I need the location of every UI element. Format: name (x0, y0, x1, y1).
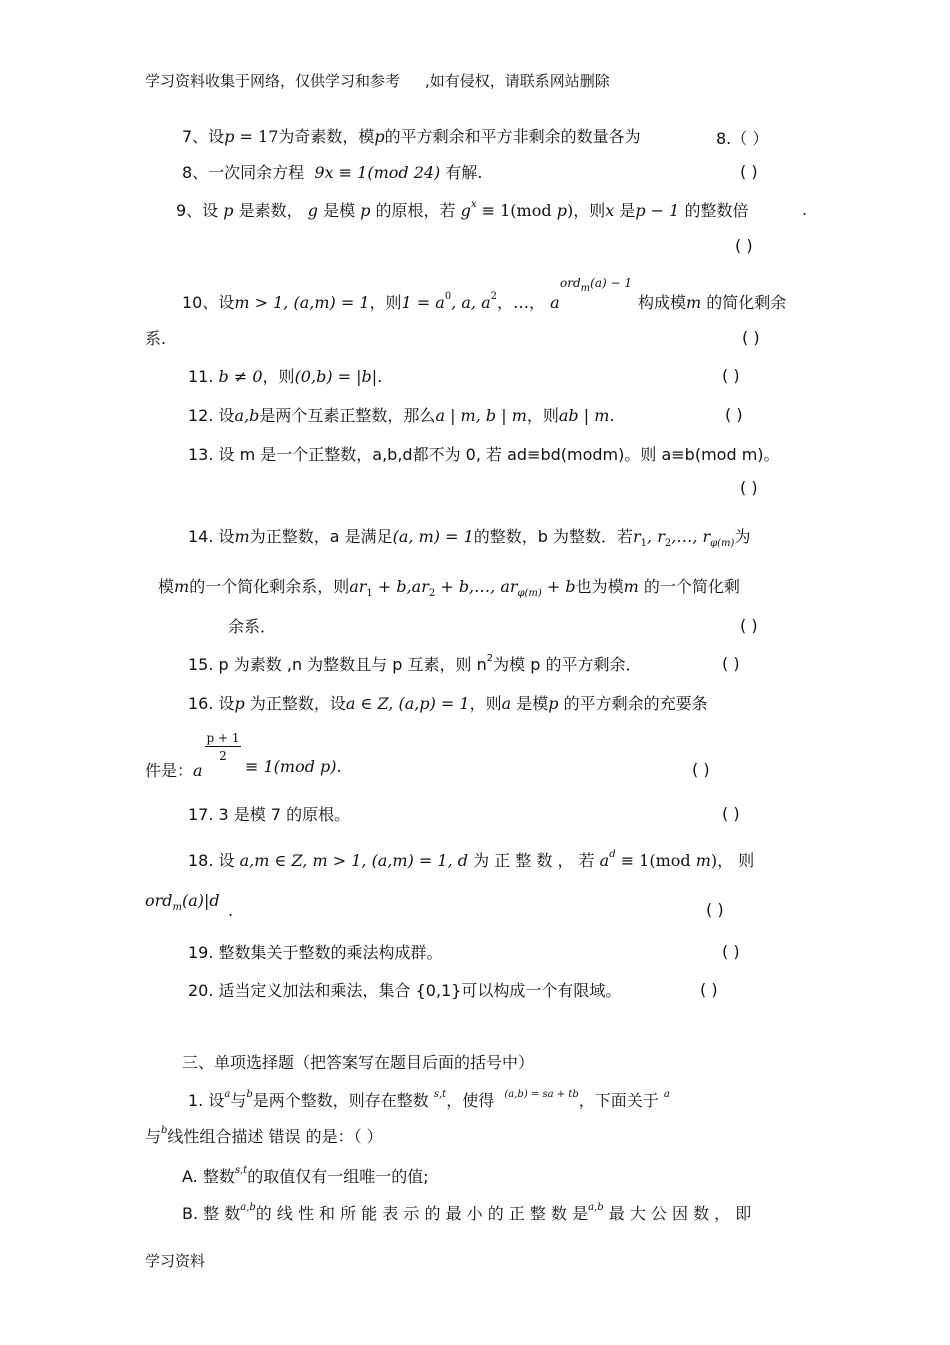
blank-text: ( ) (740, 478, 758, 497)
blank-text: ( ) (740, 162, 758, 181)
q9-text: 9、设 (176, 201, 219, 220)
question-10-cont (145, 328, 166, 350)
blank-text: ( ) (740, 616, 758, 635)
q9-text: 的整数倍 (684, 201, 749, 220)
blank-text: ( ) (742, 328, 760, 347)
q9-text: 是模 (323, 201, 356, 220)
option-b-text: 的 线 性 和 所 能 表 示 的 最 小 的 正 整 数 是 (255, 1204, 589, 1223)
q10-text: 10、设 (182, 293, 235, 312)
q16-text: 是模 (516, 694, 549, 713)
question-18: 18. 设 a,m ∈ Z, m > 1, (a,m) = 1, d 为 正 整 数 ， 若 $a^d \equiv 1(mod$ m)， 则 (188, 849, 755, 870)
mc1-text: ，下面关于 (578, 1091, 659, 1110)
option-b-text: 最 大 公 因 数 ， 即 (608, 1204, 752, 1223)
header-right: ,如有侵权，请联系网站删除 (425, 72, 610, 90)
q9-math: p − 1 (635, 201, 680, 220)
q14-answer-blank[interactable] (740, 616, 758, 635)
q7-math: p (374, 127, 385, 146)
q10-text: 的简化剩余 (706, 293, 787, 312)
q9-text: 是素数， (238, 201, 303, 220)
question-7 (182, 126, 641, 148)
mc1-math: s,t (433, 1089, 447, 1100)
page-footer (145, 1250, 205, 1272)
q19-text: 19. 整数集关于整数的乘法构成群。 (188, 943, 443, 962)
q8-math: 9x ≡ 1(mod 24) (314, 163, 441, 182)
q14-text: 14. 设 (188, 527, 235, 546)
q13-text: 13. 设 m 是一个正整数，a,b,d都不为 0, 若 ad≡bd(modm)。则 a≡b(mod m)。 (188, 445, 780, 464)
question-18-dot (228, 900, 233, 922)
q18-math: ord (145, 891, 173, 910)
mc1-text: 是两个整数，则存在整数 (252, 1091, 429, 1110)
question-20 (188, 980, 621, 1002)
q10-math: 1 = a (401, 293, 445, 312)
option-b-text: B. 整 数 (182, 1204, 241, 1223)
q9-period-text: . (802, 200, 808, 219)
q15-text: 15. p 为素数 ,n 为整数且与 p 互素，则 n (188, 655, 487, 674)
q7-math: p (224, 127, 235, 146)
q16-text: 为正整数，设 (249, 694, 346, 713)
q10-sup: ord (560, 276, 581, 290)
q16-text: ，则 (469, 694, 502, 713)
q14-text: 的整数，b 为整数．若 (473, 527, 633, 546)
q10-text: ，…， (497, 293, 546, 312)
q9-math: ≡ 1(mod (481, 201, 552, 220)
q15-text: 为模 p 的平方剩余． (493, 655, 642, 674)
mc-question-1-line2: 与$^b$线性组合描述 错误 的是：（ ） (145, 1125, 383, 1146)
question-10: 10、设m > 1, (a,m) = 1，则$1 = a^0$, a, $a^2$，…， a (182, 291, 560, 312)
q10-answer-blank[interactable] (742, 328, 760, 347)
q7-math: = 17 (234, 127, 279, 146)
q11-text: . (377, 367, 383, 386)
q8-text: 有解. (445, 163, 483, 182)
q11-math: (0,b) = |b| (294, 367, 378, 386)
q10-math: m > 1, (a,m) = 1 (234, 293, 370, 312)
footer-label: 学习资料 (145, 1252, 206, 1270)
q13-answer-blank[interactable] (740, 478, 758, 497)
blank-text: ( ) (692, 760, 710, 779)
q15-answer-blank[interactable] (722, 654, 740, 673)
q14-text: 余系． (228, 617, 277, 636)
q11-math: b ≠ 0 (218, 367, 263, 386)
q7-answer-blank[interactable] (716, 126, 768, 149)
q10-text: 构成模 (638, 293, 687, 312)
q12-math: ab | m (558, 406, 610, 425)
q14-math: (a, m) = 1 (392, 527, 474, 546)
q14-text: 也为模 (575, 577, 624, 596)
q18-answer-blank[interactable] (706, 900, 724, 919)
q12-text: 是两个互素正整数，那么 (259, 406, 436, 425)
q16-num: p + 1 (206, 731, 240, 745)
mc-option-b[interactable]: B. 整 数$^{a,b}$的 线 性 和 所 能 表 示 的 最 小 的 正 整 数 是$^{a,b}$ 最 大 公 因 数 ， 即 (182, 1202, 752, 1223)
page-header-right (425, 70, 610, 92)
question-14: 14. 设m为正整数，a 是满足(a, m) = 1的整数，b 为整数．若$r_1$, $r_2,\dots$, $r_{\varphi(m)}$为 (188, 527, 751, 549)
blank-text: ( ) (700, 980, 718, 999)
question-19 (188, 942, 443, 964)
q10-text: ，则 (369, 293, 402, 312)
header-left: 学习资料收集于网络，仅供学习和参考 (145, 72, 401, 90)
section-3-title-text: 三、单项选择题（把答案写在题目后面的括号中） (182, 1053, 535, 1072)
q16-answer-blank[interactable] (692, 760, 710, 779)
q12-text: ，则 (526, 406, 559, 425)
mc-option-a[interactable]: A. 整数$^{s,t}$的取值仅有一组唯一的值; (182, 1165, 429, 1186)
q11-text: ，则 (262, 367, 295, 386)
q9-text: 的原根，若 (375, 201, 456, 220)
question-13 (188, 444, 780, 466)
q18-text: ， 则 (717, 851, 755, 870)
question-14-line2: 模m的一个简化剩余系，则$ar_1 + b,ar_2$ + b,…, $ar_{\varphi(m)} + b$也为模m 的一个简化剩 (158, 577, 740, 599)
mc1-text: 1. 设 (188, 1091, 225, 1110)
q10-text: 系. (145, 329, 167, 348)
blank-text: ( ) (706, 900, 724, 919)
q7-blank-text: 8.（ ） (716, 129, 769, 148)
q10-sup2: (a) − 1 (590, 276, 632, 290)
q17-text: 17. 3 是模 7 的原根。 (188, 805, 351, 824)
section-3-title (182, 1052, 534, 1074)
q18-text: 为 正 整 数 ， 若 (473, 851, 595, 870)
q9-text: ，则 (573, 201, 606, 220)
q18-math: a,m ∈ Z, m > 1, (a,m) = 1, d (239, 851, 469, 870)
blank-text: ( ) (725, 405, 743, 424)
q16-text: . (336, 757, 342, 776)
q14-text: 的一个简化剩余系，则 (189, 577, 350, 596)
q11-answer-blank[interactable] (722, 366, 740, 385)
question-10-end: 构成模m 的简化剩余 (638, 293, 787, 312)
q16-math: a ∈ Z, (a,p) = 1 (345, 694, 470, 713)
q18-text: . (228, 901, 234, 920)
mc-question-1: 1. 设$^a$与$^b$是两个整数，则存在整数 $^{s,t}$，使得 $^{(a,b) = sa + tb}$，下面关于 $^a$ (188, 1089, 670, 1110)
q16-math: ≡ 1(mod p) (245, 757, 337, 776)
q20-answer-blank[interactable] (700, 980, 718, 999)
blank-text: ( ) (722, 654, 740, 673)
q14-text: 模 (158, 577, 175, 596)
mc1-text: 线性组合描述 错误 的是：（ ） (167, 1127, 383, 1146)
q7-text: 的平方剩余和平方非剩余的数量各为 (384, 127, 641, 146)
question-8 (182, 162, 482, 184)
q11-text: 11. (188, 367, 214, 386)
q14-text: 为 (734, 527, 751, 546)
question-16-line2: 件是：a (145, 761, 203, 780)
q18-math: (a)|d (182, 891, 220, 910)
question-18-line2: ord$_m$(a)|d (145, 891, 220, 913)
blank-text: ( ) (722, 366, 740, 385)
mc1-math: (a,b) = sa + tb (504, 1089, 579, 1100)
q8-answer-blank[interactable] (740, 162, 758, 181)
q18-math: ≡ 1(mod (620, 851, 691, 870)
option-a-text: A. 整数 (182, 1167, 235, 1186)
mc1-text: ，使得 (446, 1091, 495, 1110)
q18-text: 18. 设 (188, 851, 235, 870)
q16-fraction-denominator (205, 748, 241, 764)
question-11 (188, 366, 382, 388)
q12-math: a | m, b | m (435, 406, 527, 425)
q12-math: a,b (234, 406, 260, 425)
question-16: 16. 设p 为正整数，设a ∈ Z, (a,p) = 1，则a 是模p 的平方剩余的充要条 (188, 694, 708, 713)
q12-text: 12. 设 (188, 406, 235, 425)
mc1-text: 与 (145, 1127, 162, 1146)
q16-den: 2 (219, 749, 227, 763)
question-12 (188, 405, 614, 427)
q12-answer-blank[interactable] (725, 405, 743, 424)
page-header (145, 70, 400, 92)
question-15: 15. p 为素数 ,n 为整数且与 p 互素，则 $n^2$为模 p 的平方剩余． (188, 653, 642, 674)
q20-text: 20. 适当定义加法和乘法，集合 {0,1}可以构成一个有限域。 (188, 981, 622, 1000)
q16-text: 16. 设 (188, 694, 235, 713)
q14-text: 为正整数，a 是满足 (249, 527, 393, 546)
q16-fraction-numerator (205, 730, 241, 747)
question-9: 9、设 p 是素数， g 是模 p 的原根，若 $g^x \equiv 1(mod$ p)，则x 是p − 1 的整数倍 (176, 199, 749, 220)
mc1-text: 与 (230, 1091, 247, 1110)
blank-text: ( ) (735, 236, 753, 255)
q9-answer-blank[interactable] (735, 236, 753, 255)
q7-text: 为奇素数，模 (278, 127, 375, 146)
q9-text: 是 (619, 201, 636, 220)
q10-exponent: ord$_m$(a) − 1 (560, 276, 632, 294)
q16-text: 的平方剩余的充要条 (563, 694, 708, 713)
question-16-eq (245, 756, 342, 778)
q12-text: . (609, 406, 615, 425)
question-14-line3 (228, 616, 276, 638)
blank-text: ( ) (722, 804, 740, 823)
q9-math: ) (566, 201, 574, 220)
option-a-text: 的取值仅有一组唯一的值; (247, 1167, 429, 1186)
q9-period (802, 200, 807, 219)
q19-answer-blank[interactable] (722, 942, 740, 961)
q17-answer-blank[interactable] (722, 804, 740, 823)
q10-math: , a, a (451, 293, 491, 312)
q14-text: 的一个简化剩 (643, 577, 740, 596)
q8-text: 8、一次同余方程 (182, 163, 305, 182)
q16-text: 件是： (145, 761, 194, 780)
blank-text: ( ) (722, 942, 740, 961)
q7-text: 7、设 (182, 127, 225, 146)
question-17 (188, 804, 350, 826)
